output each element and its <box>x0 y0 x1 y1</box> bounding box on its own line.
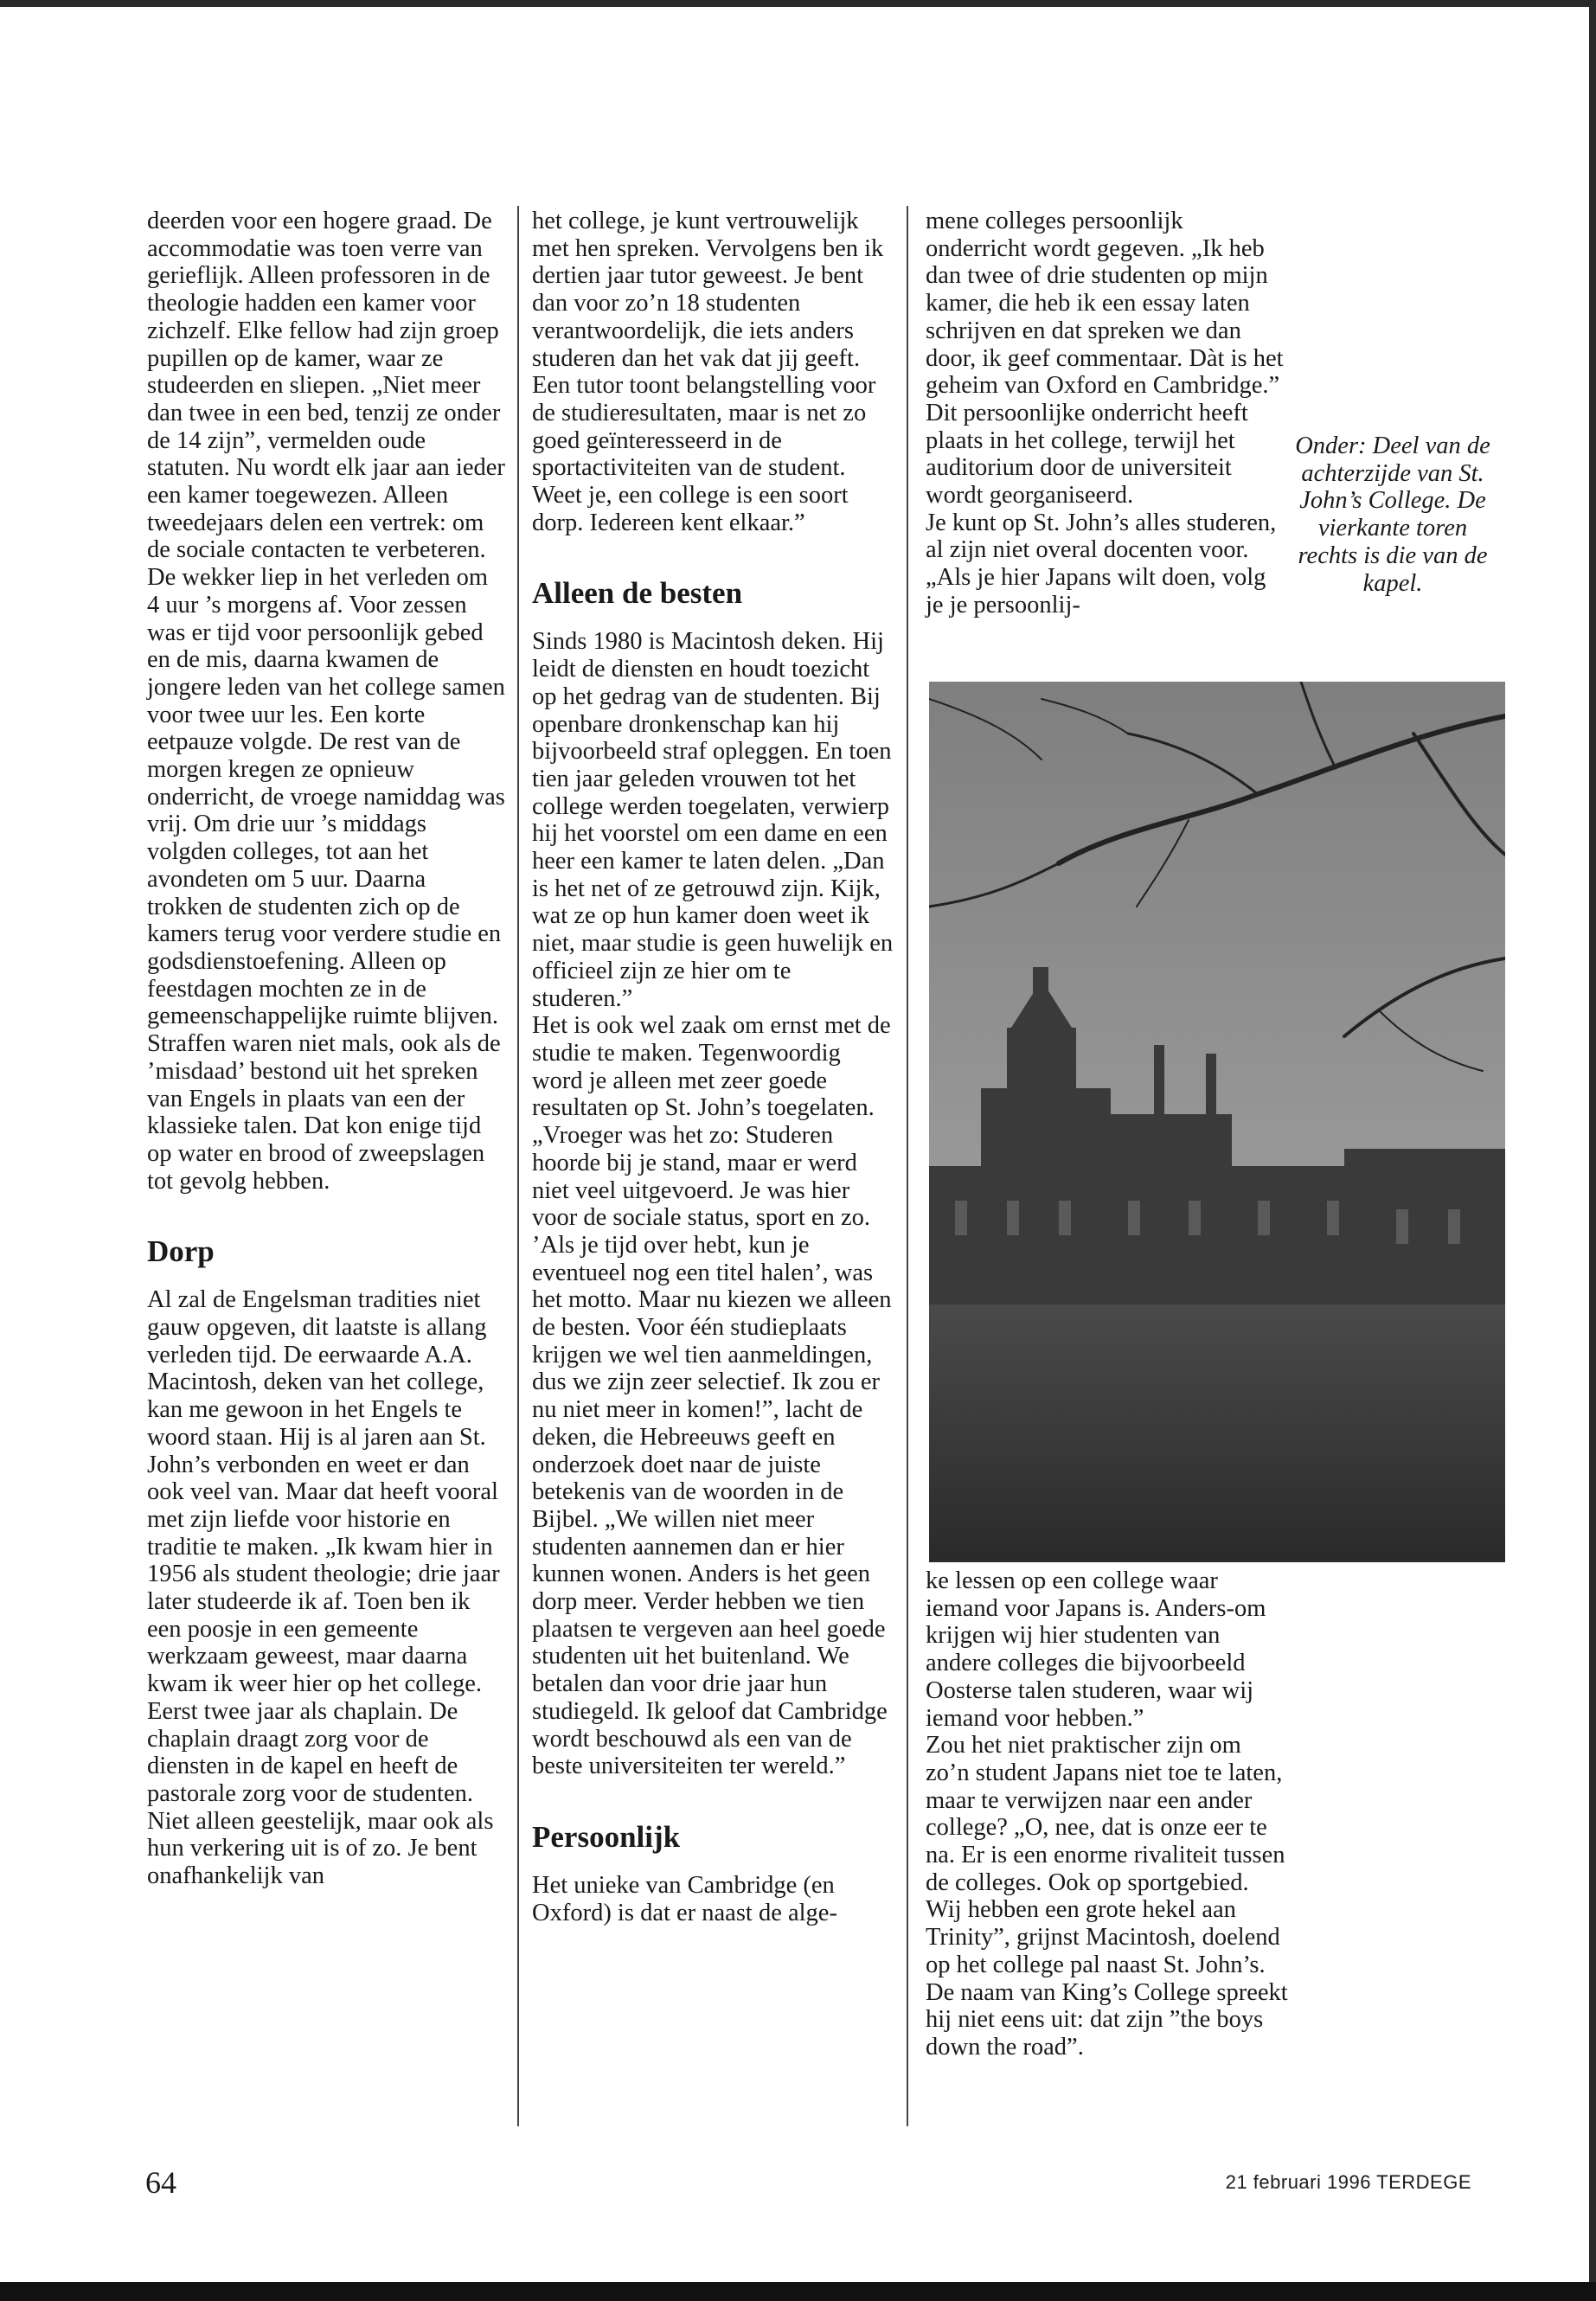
paragraph: het college, je kunt vertrouwelijk met hen spreken. Vervolgens ben ik dertien jaar tutor geweest. Je bent dan voor zo’n 18 studenten verantwoordelijk, die iets anders studeren dan het vak dat jij geeft. Een tutor toont belangstelling voor de studieresultaten, maar is net zo goed geïnteresseerd in de sportactiviteiten van de student. Weet je, een college is een soort dorp. Iedereen kent elkaar.” <box>532 208 884 536</box>
paragraph: Zou het niet praktischer zijn om zo’n student Japans niet toe te laten, maar te verwijzen naar een ander college? „O, nee, dat is onze eer te na. Er is een enorme rivaliteit tussen de colleges. Ook op sportgebied. Wij hebben een grote hekel aan Trinity”, grijnst Macintosh, doelend op het college pal naast St. John’s. De naam van King’s College spreekt hij niet eens uit: dat zijn ”the boys down the road”. <box>926 1732 1288 2061</box>
college-photo <box>929 682 1505 1562</box>
issue-info: 21 februari 1996 TERDEGE <box>1225 2171 1471 2193</box>
scan-edge-right <box>1589 0 1596 2301</box>
article-column-3-top <box>926 208 1289 619</box>
paragraph: Al zal de Engelsman tradities niet gauw opgeven, dit laatste is allang verleden tijd. De eerwaarde A.A. Macintosh, deken van het college, kan me gewoon in het Engels te woord staan. Hij is al jaren aan St. John’s verbonden en weet er dan ook veel van. Maar dat heeft vooral met zijn liefde voor historie en traditie te maken. „Ik kwam hier in 1956 als student theologie; drie jaar later studeerde ik af. Toen ben ik een poosje in een gemeente werkzaam geweest, maar daarna kwam ik weer hier op het college. Eerst twee jaar als chaplain. De chaplain draagt zorg voor de diensten in de kapel en heeft de pastorale zorg voor de studenten. Niet alleen geestelijk, maar ook als hun verkering uit is of zo. Je bent onafhankelijk van <box>147 1286 500 1890</box>
paragraph: De wekker liep in het verleden om 4 uur ’s morgens af. Voor zessen was er tijd voor persoonlijk gebed en de mis, daarna kwamen de jongere leden van het college samen voor twee uur les. Een korte eetpauze volgde. De rest van de morgen kregen ze opnieuw onderricht, de vroege namiddag was vrij. Om drie uur ’s middags volgden colleges, tot aan het avondeten om 5 uur. Daarna trokken de studenten zich op de kamers terug voor verdere studie en godsdienstoefening. Alleen op feestdagen mochten ze in de gemeenschappelijke ruimte blijven. <box>147 564 505 1030</box>
paragraph: Het unieke van Cambridge (en Oxford) is dat er naast de alge- <box>532 1871 837 1926</box>
paragraph: Je kunt op St. John’s alles studeren, al zijn niet overal docenten voor. „Als je hier Japans wilt doen, volg je je persoonlij- <box>926 509 1277 619</box>
photo-caption: Onder: Deel van de achterzijde van St. John’s College. De vierkante toren rechts is die van de kapel. <box>1295 433 1490 597</box>
paragraph: ke lessen op een college waar iemand voor Japans is. Anders-om krijgen wij hier studenten van andere colleges die bijvoorbeeld Oosterse talen studeren, waar wij iemand voor hebben.” <box>926 1567 1266 1732</box>
section-heading-alleen-de-besten: Alleen de besten <box>532 576 743 611</box>
scan-edge-bottom <box>0 2282 1596 2301</box>
paragraph: Sinds 1980 is Macintosh deken. Hij leidt de diensten en houdt toezicht op het gedrag van de studenten. Bij openbare dronkenschap kan hij bijvoorbeeld straf opleggen. En toen tien jaar geleden vrouwen tot het college werden toegelaten, verwierp hij het voorstel om een dame en een heer een kamer te laten delen. „Dan is het net of ze getrouwd zijn. Kijk, wat ze op hun kamer doen weet ik niet, maar studie is geen huwelijk en officieel zijn ze hier om te studeren.” <box>532 628 894 1012</box>
section-heading-persoonlijk: Persoonlijk <box>532 1819 681 1854</box>
paragraph: mene colleges persoonlijk onderricht wordt gegeven. „Ik heb dan twee of drie studenten op mijn kamer, die heb ik een essay laten schrijven en dat spreken we dan door, ik geef commentaar. Dàt is het geheim van Oxford en Cambridge.” <box>926 208 1284 400</box>
paragraph: Het is ook wel zaak om ernst met de studie te maken. Tegenwoordig word je alleen met zeer goede resultaten op St. John’s toegelaten. „Vroeger was het zo: Studeren hoorde bij je stand, maar er werd niet veel uitgevoerd. Je was hier voor de sociale status, sport en zo. ’Als je tijd over hebt, kun je eventueel nog een titel halen’, was het motto. Maar nu kiezen we alleen de besten. Voor één studieplaats krijgen we wel tien aanmeldingen, dus we zijn zeer selectief. Ik zou er nu niet meer in komen!”, lacht de deken, die Hebreeuws geeft en onderzoek doet naar de juiste betekenis van de woorden in de Bijbel. „We willen niet meer studenten aannemen dan er hier kunnen wonen. Anders is het geen dorp meer. Verder hebben we tien plaatsen te vergeven aan heel goede studenten uit het buitenland. We betalen dan voor drie jaar hun studiegeld. Ik geloof dat Cambridge wordt beschouwd als een van de beste universiteiten ter wereld.” <box>532 1012 892 1780</box>
article-column-1 <box>147 208 506 1890</box>
article-column-3-bottom <box>926 1567 1289 2061</box>
column-rule-2 <box>907 206 908 2126</box>
page-number: 64 <box>145 2165 176 2200</box>
paragraph: deerden voor een hogere graad. De accommodatie was toen verre van gerieflijk. Alleen professoren in de theologie hadden een kamer voor zichzelf. Elke fellow had zijn groep pupillen op de kamer, waar ze studeerden en sliepen. „Niet meer dan twee in een bed, tenzij ze onder de 14 zijn”, vermelden oude statuten. Nu wordt elk jaar aan ieder een kamer toegewezen. Alleen tweedejaars delen een vertrek: om de sociale contacten te verbeteren. <box>147 208 505 564</box>
paragraph: Straffen waren niet mals, ook als de ’misdaad’ bestond uit het spreken van Engels in plaats van een der klassieke talen. Dat kon enige tijd op water en brood of zweepslagen tot gevolg hebben. <box>147 1030 501 1195</box>
article-column-2 <box>532 208 894 1926</box>
paragraph: Dit persoonlijke onderricht heeft plaats in het college, terwijl het auditorium door de universiteit wordt georganiseerd. <box>926 399 1248 510</box>
column-rule-1 <box>517 206 519 2126</box>
section-heading-dorp: Dorp <box>147 1234 215 1269</box>
scan-edge-top <box>0 0 1596 7</box>
